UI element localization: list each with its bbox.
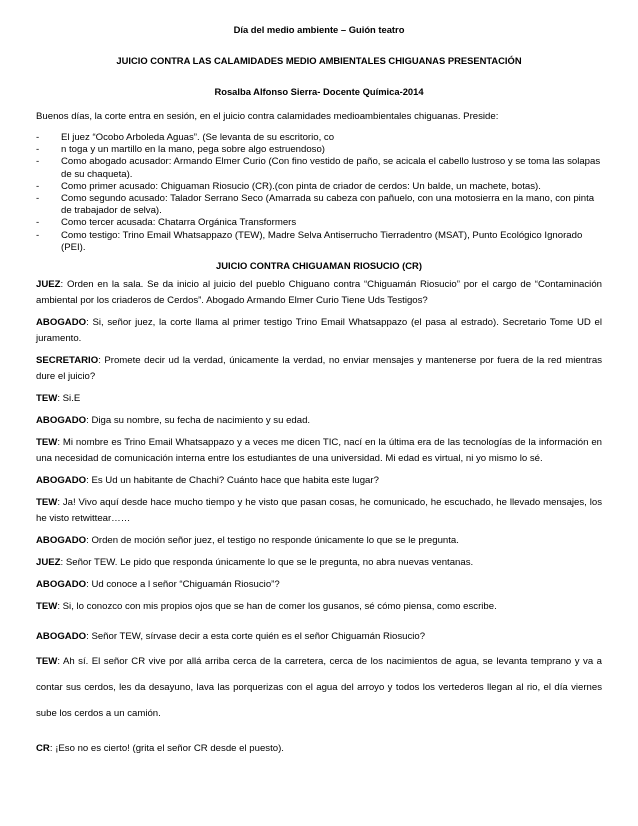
list-dash: -: [36, 217, 40, 229]
cast-item: [36, 181, 602, 193]
list-dash: -: [36, 229, 40, 241]
dialogue-line: [36, 353, 602, 385]
cast-item-text: Como abogado acusador: Armando Elmer Curio (Con fino vestido de paño, se acicala el cabello lustroso y se toma las solapas de su chaqueta).: [61, 156, 601, 180]
cast-item: [36, 217, 602, 229]
speaker-name: SECRETARIO: [36, 355, 99, 367]
dialogue-text: : Orden en la sala. Se da inicio al juicio del pueblo Chiguano contra “Chiguamán Riosucio” por el cargo de “Contaminación ambiental por los criaderos de Cerdos”. Abogado Armando Elmer Curio Tiene Uds Testigos?: [36, 279, 602, 307]
cast-list: [36, 132, 602, 254]
cast-item: [36, 230, 602, 254]
dialogue-text: : Orden de moción señor juez, el testigo no responde únicamente lo que se le pregunta.: [86, 535, 459, 547]
dialogue-text: : Si.E: [57, 393, 81, 405]
cast-item-text: Como testigo: Trino Email Whatsappazo (TEW), Madre Selva Antiserrucho Tierradentro (MSAT), Punto Ecológico Ignorado (PEI).: [61, 229, 583, 253]
cast-item-text: n toga y un martillo en la mano, pega sobre algo estruendoso): [61, 144, 325, 156]
document-author: Rosalba Alfonso Sierra- Docente Química-2014: [214, 86, 424, 97]
dialogue-text: : Si, señor juez, la corte llama al primer testigo Trino Email Whatsappazo (el pasa al estrado). Secretario Tome UD el juramento.: [36, 317, 602, 345]
dialogue-line: [36, 555, 602, 571]
dialogue-line: [36, 599, 602, 615]
dialogue-line: [36, 391, 602, 407]
list-dash: -: [36, 180, 40, 192]
dialogue-line: [36, 473, 602, 489]
dialogue-text: : Mi nombre es Trino Email Whatsappazo y a veces me dicen TIC, nací en la última era de las tecnologías de la información en una necesidad de comunicación interna entre los estudiantes de una universidad. Mi edad es virtual, ni yo mismo lo sé.: [36, 437, 602, 465]
dialogue-text: : Ud conoce a l señor “Chiguamán Riosucio”?: [86, 579, 280, 591]
list-dash: -: [36, 156, 40, 168]
dialogue-line: [36, 741, 602, 757]
list-dash: -: [36, 144, 40, 156]
speaker-name: JUEZ: [36, 557, 61, 569]
dialogue-text: : Señor TEW, sírvase decir a esta corte quién es el señor Chiguamán Riosucio?: [86, 631, 426, 643]
dialogue-line: [36, 435, 602, 467]
speaker-name: TEW: [36, 437, 58, 449]
dialogue-text: : Ja! Vivo aquí desde hace mucho tiempo y he visto que pasan cosas, he comunicado, he escuchado, he llevado mensajes, los he visto retwittear……: [36, 497, 602, 525]
cast-item-text: Como tercer acusada: Chatarra Orgánica Transformers: [61, 217, 297, 229]
cast-item: [36, 193, 602, 217]
dialogue-line: [36, 413, 602, 429]
dialogue-text: : Si, lo conozco con mis propios ojos que se han de comer los gusanos, sé cómo piensa, como escribe.: [57, 601, 497, 613]
speaker-name: JUEZ: [36, 279, 61, 291]
speaker-name: ABOGADO: [36, 579, 87, 591]
speaker-name: TEW: [36, 497, 58, 509]
dialogue-line: [36, 315, 602, 347]
intro-paragraph: Buenos días, la corte entra en sesión, en el juicio contra calamidades medioambientales chiguanas. Preside:: [36, 111, 499, 122]
speaker-name: TEW: [36, 656, 58, 668]
cast-item: [36, 144, 602, 156]
cast-item: [36, 156, 602, 180]
dialogue-line: [36, 495, 602, 527]
cast-item-text: El juez “Ocobo Arboleda Aguas”. (Se levanta de su escritorio, co: [61, 132, 335, 143]
speaker-name: ABOGADO: [36, 631, 87, 643]
dialogue-line: [36, 577, 602, 593]
list-dash: -: [36, 193, 40, 205]
speaker-name: CR: [36, 743, 50, 755]
dialogue-line: [36, 277, 602, 309]
dialogue-line: [36, 629, 602, 645]
dialogue-text: : ¡Eso no es cierto! (grita el señor CR desde el puesto).: [49, 743, 284, 755]
dialogue-line: [36, 649, 602, 727]
dialogue-text: : Señor TEW. Le pido que responda únicamente lo que se le pregunta, no abra nuevas ventanas.: [60, 557, 474, 569]
speaker-name: ABOGADO: [36, 535, 87, 547]
dialogue-text: : Ah sí. El señor CR vive por allá arriba cerca de la carretera, cerca de los nacimientos de agua, se levanta temprano y va a contar sus cerdos, les da desayuno, lava las porquerizas con el agua del arroyo y todos los vertederos llegan al rio, el día viernes sube los cerdos a un camión.: [36, 656, 602, 720]
dialogue-line: [36, 533, 602, 549]
cast-item: [36, 132, 602, 144]
document-title: Día del medio ambiente – Guión teatro: [233, 24, 405, 35]
dialogue-text: : Promete decir ud la verdad, únicamente la verdad, no enviar mensajes y mantenerse por fuera de la red mientras dure el juicio?: [36, 355, 602, 383]
document-page: [36, 24, 602, 757]
speaker-name: ABOGADO: [36, 317, 87, 329]
speaker-name: TEW: [36, 393, 58, 405]
speaker-name: TEW: [36, 601, 58, 613]
cast-item-text: Como primer acusado: Chiguaman Riosucio (CR).(con pinta de criador de cerdos: Un balde, un machete, botas).: [61, 180, 541, 192]
cast-item-text: Como segundo acusado: Talador Serrano Seco (Amarrada su cabeza con pañuelo, con una motosierra en la mano, con pinta de trabajador de selva).: [61, 193, 595, 217]
speaker-name: ABOGADO: [36, 415, 87, 427]
list-dash: -: [36, 132, 40, 143]
speaker-name: ABOGADO: [36, 475, 87, 487]
dialogue-text: : Es Ud un habitante de Chachi? Cuánto hace que habita este lugar?: [86, 475, 379, 487]
document-subtitle: JUICIO CONTRA LAS CALAMIDADES MEDIO AMBIENTALES CHIGUANAS PRESENTACIÓN: [116, 55, 522, 66]
section-title: JUICIO CONTRA CHIGUAMAN RIOSUCIO (CR): [216, 260, 422, 272]
dialogue-text: : Diga su nombre, su fecha de nacimiento y su edad.: [86, 415, 311, 427]
